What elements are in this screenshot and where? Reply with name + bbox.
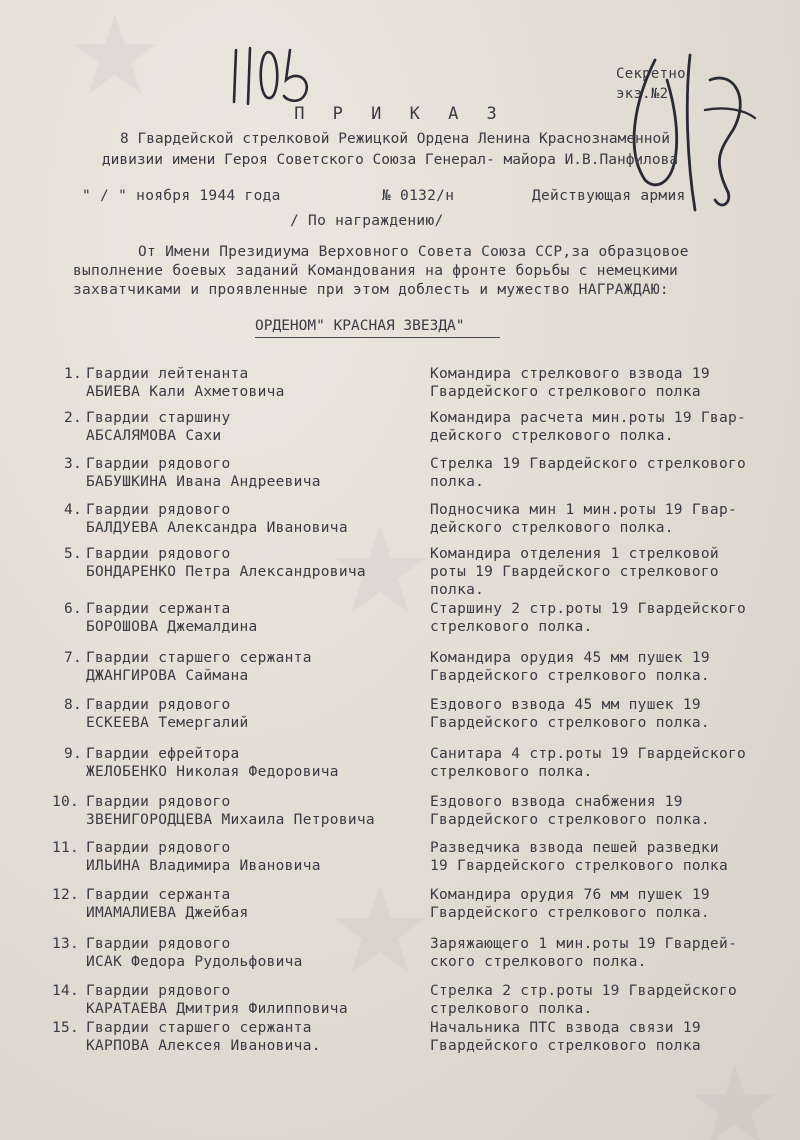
watermark-star-icon [330,880,430,980]
entry-name: ИСАК Федора Рудольфовича [86,954,303,970]
army-label: Действующая армия [532,188,686,204]
entry-number: 13. [52,936,80,952]
entry-rank: Гвардии рядового [86,546,231,562]
entry-position-line-2: Гвардейского стрелкового полка [430,1038,701,1054]
entry-position-line-2: Гвардейского стрелкового полка. [430,715,710,731]
entry-name: ЖЕЛОБЕНКО Николая Федоровича [86,764,339,780]
entry-position-line-1: Командира отделения 1 стрелковой [430,546,719,562]
preamble-line-1: От Имени Президиума Верховного Совета Союза ССР,за образцовое [138,244,689,260]
entry-position-line-2: Гвардейского стрелкового полка [430,384,701,400]
entry-name: ЗВЕНИГОРОДЦЕВА Михаила Петровича [86,812,375,828]
preamble-line-3: захватчиками и проявленные при этом доблесть и мужество НАГРАЖДАЮ: [73,282,669,298]
entry-rank: Гвардии рядового [86,983,231,999]
entry-number: 3. [64,456,83,472]
entry-number: 15. [52,1020,80,1036]
entry-number: 7. [64,650,83,666]
entry-rank: Гвардии старшего сержанта [86,1020,312,1036]
entry-position-line-1: Разведчика взвода пешей разведки [430,840,719,856]
award-underline [255,337,500,338]
entry-position-line-1: Ездового взвода 45 мм пушек 19 [430,697,701,713]
entry-position-line-2: Гвардейского стрелкового полка. [430,668,710,684]
entry-rank: Гвардии рядового [86,697,231,713]
entry-position-line-1: Командира орудия 45 мм пушек 19 [430,650,710,666]
entry-number: 14. [52,983,80,999]
entry-position-line-1: Стрелка 19 Гвардейского стрелкового [430,456,747,472]
entry-name: ЕСКЕЕВА Темергалий [86,715,249,731]
entry-name: ИМАМАЛИЕВА Джейбая [86,905,249,921]
entry-rank: Гвардии рядового [86,840,231,856]
entry-rank: Гвардии рядового [86,936,231,952]
entry-position-line-2: 19 Гвардейского стрелкового полка [430,858,728,874]
entry-number: 5. [64,546,83,562]
entry-number: 10. [52,794,80,810]
entry-position-line-1: Подносчика мин 1 мин.роты 19 Гвар- [430,502,738,518]
entry-position-line-2: дейского стрелкового полка. [430,428,674,444]
entry-position-line-1: Командира стрелкового взвода 19 [430,366,710,382]
entry-name: АБСАЛЯМОВА Сахи [86,428,222,444]
entry-number: 2. [64,410,83,426]
header-line-2: дивизии имени Героя Советского Союза Генерал- майора И.В.Панфилова [101,152,679,168]
entry-position-line-1: Начальника ПТС взвода связи 19 [430,1020,701,1036]
entry-name: БОНДАРЕНКО Петра Александровича [86,564,366,580]
entry-name: БАБУШКИНА Ивана Андреевича [86,474,321,490]
header-line-1: 8 Гвардейской стрелковой Режицкой Ордена Ленина Краснознаменной [120,131,670,147]
entry-number: 6. [64,601,83,617]
entry-position-line-1: Ездового взвода снабжения 19 [430,794,683,810]
entry-rank: Гвардии лейтенанта [86,366,249,382]
entry-rank: Гвардии сержанта [86,601,231,617]
handwritten-number [228,40,318,110]
entry-name: БАЛДУЕВА Александра Ивановича [86,520,348,536]
entry-name: БОРОШОВА Джемалдина [86,619,258,635]
entry-position-line-1: Командира расчета мин.роты 19 Гвар- [430,410,747,426]
document-title: П Р И К А З [294,104,506,124]
order-number: № 0132/н [382,188,455,204]
entry-number: 12. [52,887,80,903]
entry-position-line-1: Заряжающего 1 мин.роты 19 Гвардей- [430,936,738,952]
entry-position-line-1: Командира орудия 76 мм пушек 19 [430,887,710,903]
entry-position-line-3: полка. [430,582,485,598]
entry-name: ИЛЬИНА Владимира Ивановича [86,858,321,874]
watermark-star-icon [70,10,160,100]
entry-position-line-2: полка. [430,474,485,490]
order-date: " / " ноября 1944 года [82,188,281,204]
copy-number: экз.№2 [616,86,669,102]
entry-position-line-2: дейского стрелкового полка. [430,520,674,536]
entry-position-line-1: Старшину 2 стр.роты 19 Гвардейского [430,601,747,617]
entry-rank: Гвардии старшего сержанта [86,650,312,666]
entry-number: 9. [64,746,83,762]
entry-name: КАРПОВА Алексея Ивановича. [86,1038,321,1054]
entry-number: 8. [64,697,83,713]
entry-rank: Гвардии старшину [86,410,231,426]
entry-number: 1. [64,366,83,382]
entry-position-line-2: Гвардейского стрелкового полка. [430,905,710,921]
award-name: ОРДЕНОМ" КРАСНАЯ ЗВЕЗДА" [255,318,465,334]
entry-name: КАРАТАЕВА Дмитрия Филипповича [86,1001,348,1017]
entry-position-line-2: стрелкового полка. [430,619,593,635]
entry-position-line-2: Гвардейского стрелкового полка. [430,812,710,828]
watermark-star-icon [690,1060,780,1140]
entry-position-line-2: роты 19 Гвардейского стрелкового [430,564,719,580]
preamble-line-2: выполнение боевых заданий Командования на фронте борьбы с немецкими [73,263,678,279]
entry-rank: Гвардии рядового [86,794,231,810]
entry-position-line-1: Стрелка 2 стр.роты 19 Гвардейского [430,983,738,999]
entry-name: ДЖАНГИРОВА Саймана [86,668,249,684]
entry-position-line-1: Санитара 4 стр.роты 19 Гвардейского [430,746,747,762]
entry-number: 4. [64,502,83,518]
entry-rank: Гвардии сержанта [86,887,231,903]
entry-name: АБИЕВА Кали Ахметовича [86,384,285,400]
entry-position-line-2: стрелкового полка. [430,1001,593,1017]
entry-position-line-2: стрелкового полка. [430,764,593,780]
entry-rank: Гвардии ефрейтора [86,746,240,762]
entry-number: 11. [52,840,80,856]
order-subject: / По награждению/ [290,213,444,229]
entry-rank: Гвардии рядового [86,456,231,472]
entry-position-line-2: ского стрелкового полка. [430,954,647,970]
entry-rank: Гвардии рядового [86,502,231,518]
secret-label: Секретно [616,66,686,82]
